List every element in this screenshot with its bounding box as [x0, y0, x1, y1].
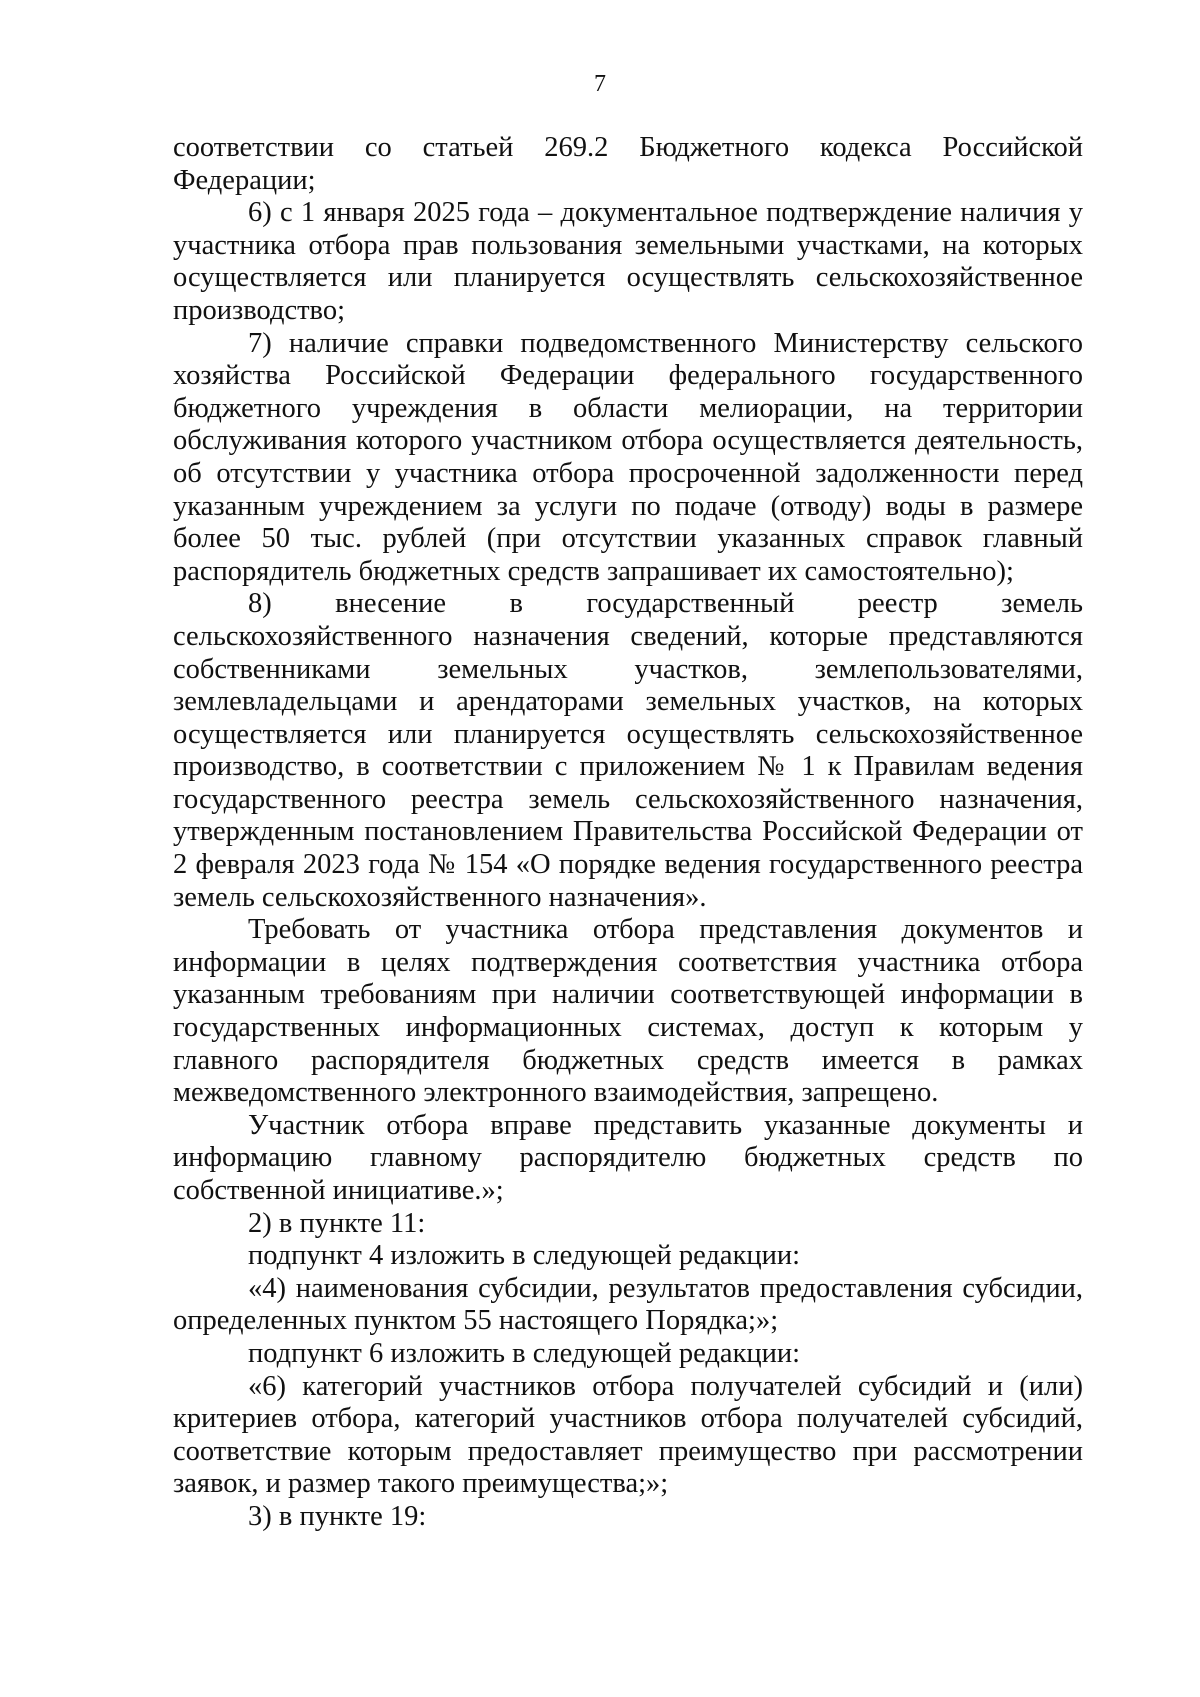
paragraph-prohibition: Требовать от участника отбора представления документов и информации в целях подтверждения соответствия участника отбора указанным требованиям при наличии соответствующей информации в государственных информационных системах, доступ к которым у главного распорядителя бюджетных средств имеется в рамках межведомственного электронного взаимодействия, запрещено.	[173, 914, 1083, 1109]
paragraph-subpoint-6-text: «6) категорий участников отбора получателей субсидий и (или) критериев отбора, категорий участников отбора получателей субсидий, соответствие которым предоставляет преимущество при рассмотрении заявок, и размер такого преимущества;»;	[173, 1370, 1083, 1500]
paragraph-subpoint-4-intro: подпункт 4 изложить в следующей редакции:	[248, 1240, 801, 1272]
paragraph-own-initiative: Участник отбора вправе представить указанные документы и информацию главному распорядителю бюджетных средств по собственной инициативе.»;	[173, 1109, 1083, 1206]
paragraph-item-7: 7) наличие справки подведомственного Министерству сельского хозяйства Российской Федерации федерального государственного бюджетного учреждения в области мелиорации, на территории обслуживания которого участником отбора осуществляется деятельность, об отсутствии у участника отбора просроченной задолженности перед указанным учреждением за услуги по подаче (отводу) воды в размере более 50 тыс. рублей (при отсутствии указанных справок главный распорядитель бюджетных средств запрашивает их самостоятельно);	[173, 327, 1083, 587]
paragraph-subpoint-4-text: «4) наименования субсидии, результатов предоставления субсидии, определенных пунктом 55 настоящего Порядка;»;	[173, 1272, 1083, 1337]
page-number: 7	[594, 71, 606, 97]
paragraph-point-19: 3) в пункте 19:	[248, 1500, 427, 1532]
paragraph-item-6: 6) с 1 января 2025 года – документальное подтверждение наличия у участника отбора прав пользования земельными участками, на которых осуществляется или планируется осуществлять сельскохозяйственное производство;	[173, 197, 1083, 326]
paragraph-subpoint-6-intro: подпункт 6 изложить в следующей редакции:	[248, 1337, 801, 1369]
paragraph-point-11: 2) в пункте 11:	[248, 1207, 426, 1239]
paragraph-item-8: 8) внесение в государственный реестр земель сельскохозяйственного назначения сведений, которые представляются собственниками земельных участков, землепользователями, землевладельцами и арендаторами земельных участков, на которых осуществляется или планируется осуществлять сельскохозяйственное производство, в соответствии с приложением № 1 к Правилам ведения государственного реестра земель сельскохозяйственного назначения, утвержденным постановлением Правительства Российской Федерации от 2 февраля 2023 года № 154 «О порядке ведения государственного реестра земель сельскохозяйственного назначения».	[173, 588, 1083, 913]
document-body	[173, 132, 1083, 1534]
paragraph-continuation: соответствии со статьей 269.2 Бюджетного кодекса Российской Федерации;	[173, 132, 1083, 196]
